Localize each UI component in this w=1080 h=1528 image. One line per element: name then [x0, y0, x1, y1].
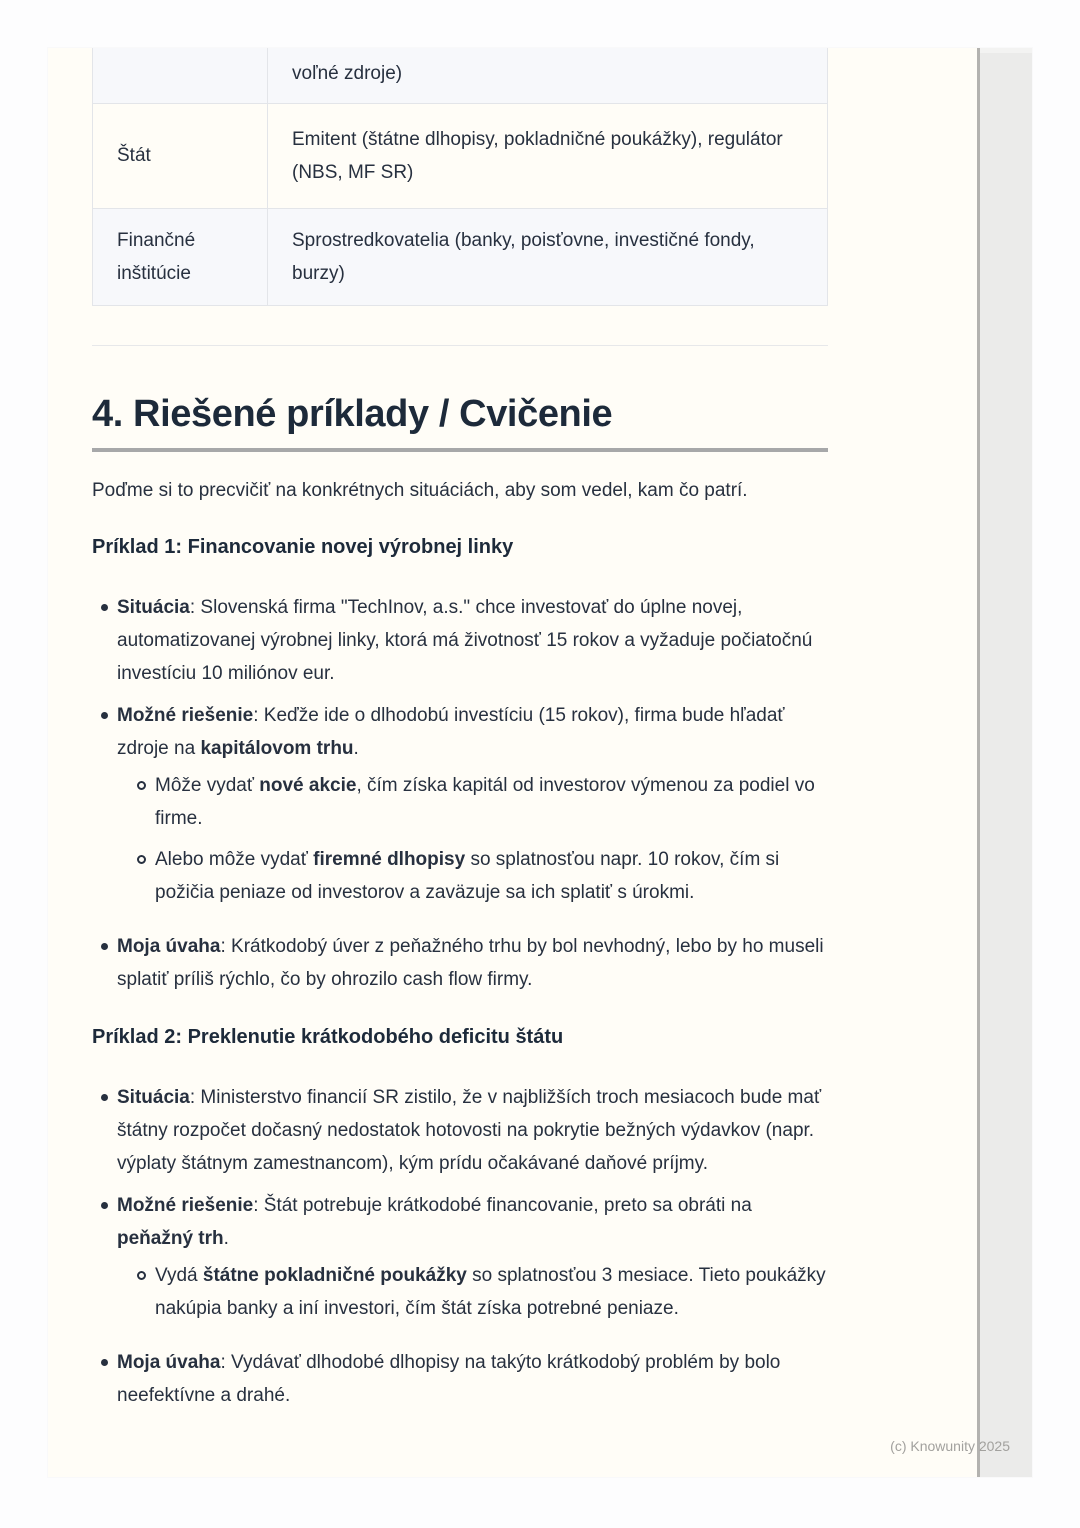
bullet-icon	[101, 1094, 108, 1101]
list-item-text	[155, 1265, 826, 1319]
list-item-text	[117, 1087, 821, 1174]
list-item	[92, 1346, 828, 1412]
list-item-text	[155, 849, 779, 903]
actors-table	[92, 48, 828, 306]
circle-bullet-icon	[137, 1271, 146, 1280]
text-segment: Vydá	[155, 1264, 203, 1286]
text-segment: Môže vydať	[155, 774, 260, 796]
text-segment: kapitálovom trhu	[200, 737, 354, 759]
list-item	[92, 930, 828, 996]
text-segment: : Vydávať dlhodobé dlhopisy na takýto krátkodobý problém by bolo neefektívne a drahé.	[117, 1351, 781, 1406]
actor-cell: Finančné inštitúcie	[93, 208, 268, 305]
list-item-text	[117, 705, 785, 759]
document-content	[92, 48, 828, 1412]
circle-bullet-icon	[137, 855, 146, 864]
list-item	[92, 699, 828, 765]
table-row	[93, 208, 828, 305]
actor-cell: Štát	[93, 103, 268, 208]
text-segment: : Štát potrebuje krátkodobé financovanie, preto sa obráti na	[253, 1194, 752, 1216]
list-item-text	[117, 1195, 752, 1249]
list-item-text	[117, 936, 824, 990]
text-segment: : Slovenská firma "TechInov, a.s." chce investovať do úplne novej, automatizovanej výrobnej linky, ktorá má životnosť 15 rokov a vyžaduje počiatočnú investíciu 10 miliónov eur.	[117, 596, 813, 684]
list-item-text	[117, 597, 812, 684]
heading-underline	[92, 448, 828, 452]
bullet-icon	[101, 943, 108, 950]
bullet-icon	[101, 1202, 108, 1209]
actor-cell	[93, 48, 268, 103]
text-segment: firemné dlhopisy	[313, 848, 466, 870]
example2-title: Príklad 2: Preklenutie krátkodobého deficitu štátu	[92, 1025, 564, 1048]
table-row	[93, 48, 828, 103]
bullet-icon	[101, 712, 108, 719]
list-item-text	[117, 1352, 780, 1406]
text-segment: Situácia	[117, 596, 190, 618]
role-cell: voľné zdroje)	[292, 63, 403, 84]
text-segment: Moja úvaha	[117, 1351, 221, 1373]
list-item	[92, 1189, 828, 1255]
example2-list	[92, 1081, 828, 1412]
list-item	[92, 591, 828, 690]
bullet-icon	[101, 1359, 108, 1366]
text-segment: peňažný trh	[117, 1227, 224, 1249]
text-segment: : Keďže ide o dlhodobú investíciu (15 rokov), firma bude hľadať zdroje na	[117, 704, 785, 759]
list-item	[92, 769, 828, 835]
text-segment: so splatnosťou napr. 10 rokov, čím si požičia peniaze od investorov a zaväzuje sa ich splatiť s úrokmi.	[155, 848, 780, 903]
text-segment: , čím získa kapitál od investorov výmenou za podiel vo firme.	[155, 774, 815, 829]
text-segment: Situácia	[117, 1086, 190, 1108]
section-heading: 4. Riešené príklady / Cvičenie	[92, 392, 613, 435]
intro-paragraph: Poďme si to precvičiť na konkrétnych situáciách, aby som vedel, kam čo patrí.	[92, 479, 748, 501]
role-cell: Emitent (štátne dlhopisy, pokladničné poukážky), regulátor (NBS, MF SR)	[268, 103, 828, 208]
example1-title: Príklad 1: Financovanie novej výrobnej linky	[92, 535, 514, 558]
role-cell: Sprostredkovatelia (banky, poisťovne, investičné fondy, burzy)	[268, 208, 828, 305]
circle-bullet-icon	[137, 781, 146, 790]
bullet-icon	[101, 604, 108, 611]
text-segment: so splatnosťou 3 mesiace. Tieto poukážky nakúpia banky a iní investori, čím štát získa potrebné peniaze.	[155, 1264, 826, 1319]
section-divider	[92, 345, 828, 346]
text-segment: Možné riešenie	[117, 1194, 254, 1216]
text-segment: .	[223, 1227, 229, 1249]
copyright-footer: (c) Knowunity 2025	[890, 1438, 1010, 1454]
text-segment: nové akcie	[259, 774, 357, 796]
text-segment: Možné riešenie	[117, 704, 254, 726]
list-item	[92, 1259, 828, 1325]
document-page	[48, 48, 1032, 1477]
table-row	[93, 103, 828, 208]
text-segment: : Ministerstvo financií SR zistilo, že v najbližších troch mesiacoch bude mať štátny rozpočet dočasný nedostatok hotovosti na pokrytie bežných výdavkov (napr. výplaty štátnym zamestnancom), kým prídu očakávané daňové príjmy.	[117, 1086, 822, 1174]
text-segment: .	[353, 737, 359, 759]
scrollbar-track-cap	[980, 48, 1032, 53]
list-item	[92, 1081, 828, 1180]
list-item	[92, 843, 828, 909]
example1-list	[92, 591, 828, 996]
text-segment: : Krátkodobý úver z peňažného trhu by bol nevhodný, lebo by ho museli splatiť príliš rýchlo, čo by ohrozilo cash flow firmy.	[117, 935, 824, 990]
text-segment: štátne pokladničné poukážky	[202, 1264, 467, 1286]
text-segment: Alebo môže vydať	[155, 848, 314, 870]
list-item-text	[155, 775, 815, 829]
scrollbar-track[interactable]	[977, 48, 1032, 1477]
text-segment: Moja úvaha	[117, 935, 221, 957]
